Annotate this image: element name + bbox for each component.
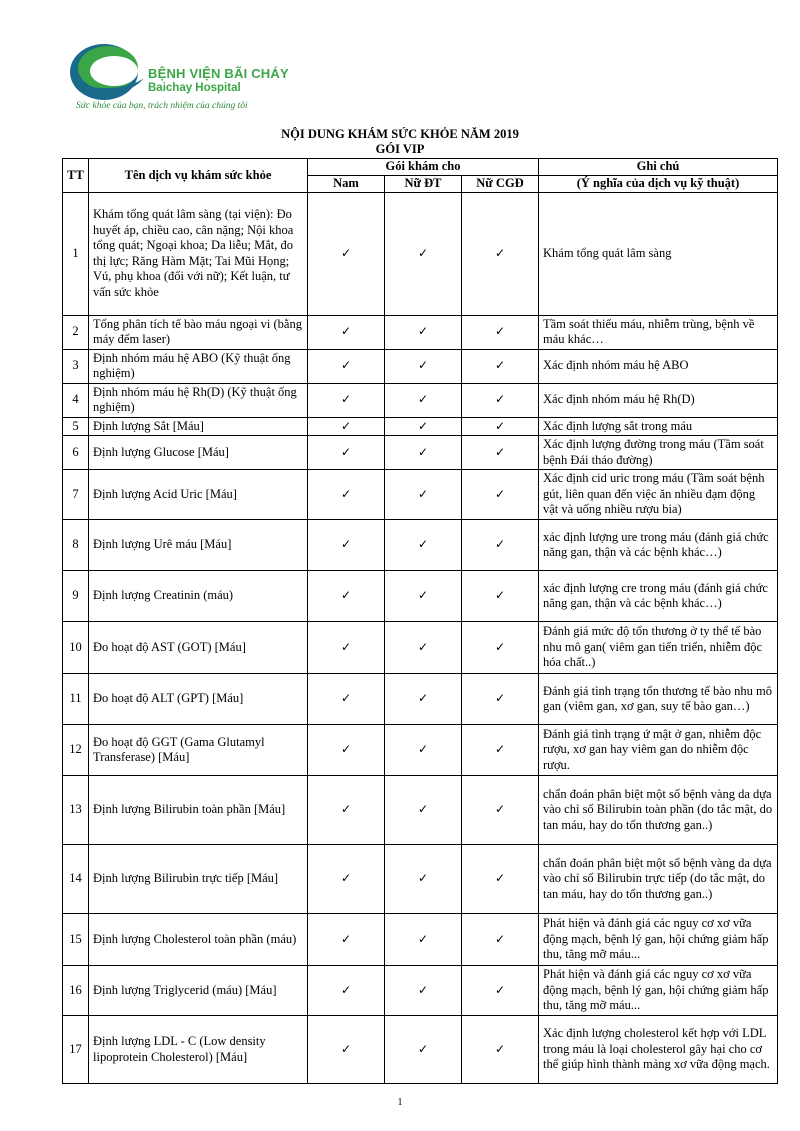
table-row: [63, 845, 778, 914]
service-note: Tầm soát thiếu máu, nhiễm trùng, bệnh về máu khác…: [539, 315, 778, 349]
check-male: ✓: [308, 845, 385, 914]
row-number: 10: [63, 622, 89, 674]
row-number: 2: [63, 315, 89, 349]
header-male: Nam: [308, 176, 385, 193]
service-note: Xác định cid uric trong máu (Tầm soát bệnh gút, liên quan đến việc ăn nhiều đạm động vật và uống nhiều rượu bia): [539, 470, 778, 520]
table-row: [63, 417, 778, 436]
header-female-single: Nữ ĐT: [385, 176, 462, 193]
service-note: Xác định lượng sắt trong máu: [539, 417, 778, 436]
row-number: 14: [63, 845, 89, 914]
document-subtitle: GÓI VIP: [375, 142, 425, 156]
check-female-married: ✓: [462, 1016, 539, 1084]
check-female-single: ✓: [385, 845, 462, 914]
check-female-married: ✓: [462, 192, 539, 315]
check-male: ✓: [308, 725, 385, 776]
check-female-single: ✓: [385, 436, 462, 470]
check-female-married: ✓: [462, 315, 539, 349]
service-name: Đo hoạt độ GGT (Gama Glutamyl Transferase) [Máu]: [89, 725, 308, 776]
row-number: 15: [63, 914, 89, 966]
service-name: Định lượng Sắt [Máu]: [89, 417, 308, 436]
row-number: 4: [63, 383, 89, 417]
service-name: Định lượng Triglycerid (máu) [Máu]: [89, 966, 308, 1016]
row-number: 9: [63, 571, 89, 622]
service-note: Phát hiện và đánh giá các nguy cơ xơ vữa động mạch, bệnh lý gan, hội chứng giảm hấp thu, tăng mỡ máu...: [539, 914, 778, 966]
check-male: ✓: [308, 966, 385, 1016]
service-name: Đo hoạt độ AST (GOT) [Máu]: [89, 622, 308, 674]
page-number: 1: [397, 1097, 403, 1108]
service-table: [62, 158, 778, 1084]
service-note: xác định lượng ure trong máu (đánh giá chức năng gan, thận và các bệnh khác…): [539, 520, 778, 571]
service-name: Định nhóm máu hệ ABO (Kỹ thuật ống nghiệm): [89, 349, 308, 383]
service-note: chẩn đoán phân biệt một số bệnh vàng da dựa vào chỉ số Bilirubin toàn phần (do tắc mật, do tan máu, hay do tổn thương gan..): [539, 776, 778, 845]
check-female-single: ✓: [385, 192, 462, 315]
check-female-married: ✓: [462, 520, 539, 571]
service-note: chẩn đoán phân biệt một số bệnh vàng da dựa vào chỉ số Bilirubin trực tiếp (do tắc mật, do tan máu, hay do tổn thương gan..): [539, 845, 778, 914]
service-note: Xác định lượng đường trong máu (Tầm soát bệnh Đái tháo đường): [539, 436, 778, 470]
check-male: ✓: [308, 776, 385, 845]
row-number: 11: [63, 674, 89, 725]
table-row: [63, 966, 778, 1016]
check-female-married: ✓: [462, 674, 539, 725]
check-female-single: ✓: [385, 470, 462, 520]
check-female-single: ✓: [385, 520, 462, 571]
service-note: Xác định lượng cholesterol kết hợp với LDL trong máu là loại cholesterol gây hại cho cơ thể giúp hình thành mảng xơ vữa động mạch.: [539, 1016, 778, 1084]
table-row: [63, 192, 778, 315]
service-note: Khám tổng quát lâm sàng: [539, 192, 778, 315]
check-female-married: ✓: [462, 436, 539, 470]
check-female-single: ✓: [385, 674, 462, 725]
check-female-married: ✓: [462, 470, 539, 520]
row-number: 8: [63, 520, 89, 571]
document-title: NỘI DUNG KHÁM SỨC KHỎE NĂM 2019: [281, 127, 519, 141]
service-name: Định lượng Creatinin (máu): [89, 571, 308, 622]
check-male: ✓: [308, 349, 385, 383]
check-male: ✓: [308, 436, 385, 470]
check-male: ✓: [308, 622, 385, 674]
table-row: [63, 383, 778, 417]
table-row: [63, 725, 778, 776]
service-note: Đánh giá tình trạng ứ mật ở gan, nhiễm độc rượu, xơ gan hay viêm gan do nhiễm độc rượu.: [539, 725, 778, 776]
check-female-single: ✓: [385, 1016, 462, 1084]
check-female-married: ✓: [462, 966, 539, 1016]
check-female-single: ✓: [385, 571, 462, 622]
table-row: [63, 349, 778, 383]
table-row: [63, 436, 778, 470]
service-note: xác định lượng cre trong máu (đánh giá chức năng gan, thận và các bệnh khác…): [539, 571, 778, 622]
service-name: Tổng phân tích tế bào máu ngoại vi (bằng máy đếm laser): [89, 315, 308, 349]
check-female-married: ✓: [462, 776, 539, 845]
check-female-single: ✓: [385, 315, 462, 349]
table-row: [63, 520, 778, 571]
check-female-single: ✓: [385, 966, 462, 1016]
table-row: [63, 674, 778, 725]
header-female-married: Nữ CGĐ: [462, 176, 539, 193]
check-female-married: ✓: [462, 571, 539, 622]
check-female-married: ✓: [462, 914, 539, 966]
row-number: 12: [63, 725, 89, 776]
header-package: Gói khám cho: [308, 159, 539, 176]
check-female-single: ✓: [385, 383, 462, 417]
service-name: Định lượng Bilirubin trực tiếp [Máu]: [89, 845, 308, 914]
check-female-married: ✓: [462, 349, 539, 383]
service-name: Định lượng Acid Uric [Máu]: [89, 470, 308, 520]
check-female-single: ✓: [385, 914, 462, 966]
row-number: 5: [63, 417, 89, 436]
service-name: Định lượng LDL - C (Low density lipoprotein Cholesterol) [Máu]: [89, 1016, 308, 1084]
check-male: ✓: [308, 417, 385, 436]
table-row: [63, 1016, 778, 1084]
service-note: Đánh giá tình trạng tổn thương tế bào nhu mô gan (viêm gan, xơ gan, suy tế bào gan…): [539, 674, 778, 725]
hospital-name: BỆNH VIỆN BÃI CHÁY: [148, 66, 289, 81]
table-row: [63, 776, 778, 845]
check-female-single: ✓: [385, 622, 462, 674]
header-notes: Ghi chú: [539, 159, 778, 176]
row-number: 16: [63, 966, 89, 1016]
check-male: ✓: [308, 470, 385, 520]
check-female-single: ✓: [385, 417, 462, 436]
table-row: [63, 571, 778, 622]
service-name: Định nhóm máu hệ Rh(D) (Kỹ thuật ống nghiệm): [89, 383, 308, 417]
service-note: Phát hiện và đánh giá các nguy cơ xơ vữa động mạch, bệnh lý gan, hội chứng giảm hấp thu, tăng mỡ máu...: [539, 966, 778, 1016]
check-male: ✓: [308, 914, 385, 966]
service-name: Khám tổng quát lâm sàng (tại viện): Đo huyết áp, chiều cao, cân nặng; Nội khoa tổng quát; Ngoại khoa; Da liễu; Mắt, đo thị lực; Răng Hàm Mặt; Tai Mũi Họng; Vú, phụ khoa (đối với nữ); Kết luận, tư vấn sức khỏe: [89, 192, 308, 315]
service-name: Đo hoạt độ ALT (GPT) [Máu]: [89, 674, 308, 725]
check-male: ✓: [308, 192, 385, 315]
check-female-married: ✓: [462, 417, 539, 436]
header-tt: TT: [63, 159, 89, 193]
check-male: ✓: [308, 674, 385, 725]
row-number: 6: [63, 436, 89, 470]
service-name: Định lượng Cholesterol toàn phần (máu): [89, 914, 308, 966]
row-number: 13: [63, 776, 89, 845]
table-row: [63, 315, 778, 349]
check-female-single: ✓: [385, 725, 462, 776]
check-female-married: ✓: [462, 622, 539, 674]
check-male: ✓: [308, 520, 385, 571]
service-note: Xác định nhóm máu hệ Rh(D): [539, 383, 778, 417]
check-male: ✓: [308, 315, 385, 349]
check-female-married: ✓: [462, 725, 539, 776]
header-notes-subtitle: (Ý nghĩa của dịch vụ kỹ thuật): [539, 176, 778, 193]
table-row: [63, 914, 778, 966]
check-female-married: ✓: [462, 383, 539, 417]
service-name: Định lượng Urê máu [Máu]: [89, 520, 308, 571]
check-male: ✓: [308, 1016, 385, 1084]
row-number: 17: [63, 1016, 89, 1084]
row-number: 3: [63, 349, 89, 383]
check-female-single: ✓: [385, 349, 462, 383]
check-male: ✓: [308, 571, 385, 622]
service-note: Xác định nhóm máu hệ ABO: [539, 349, 778, 383]
check-female-married: ✓: [462, 845, 539, 914]
service-name: Định lượng Glucose [Máu]: [89, 436, 308, 470]
service-table-body: [63, 192, 778, 1084]
table-row: [63, 622, 778, 674]
check-male: ✓: [308, 383, 385, 417]
service-note: Đánh giá mức độ tổn thương ở ty thể tế bào nhu mô gan( viêm gan tiến triển, nhiễm độc hóa chất..): [539, 622, 778, 674]
row-number: 1: [63, 192, 89, 315]
row-number: 7: [63, 470, 89, 520]
service-name: Định lượng Bilirubin toàn phần [Máu]: [89, 776, 308, 845]
table-row: [63, 470, 778, 520]
header-service-name: Tên dịch vụ khám sức khỏe: [89, 159, 308, 193]
hospital-slogan: Sức khỏe của bạn, trách nhiệm của chúng tôi: [76, 101, 248, 111]
check-female-single: ✓: [385, 776, 462, 845]
hospital-name-en: Baichay Hospital: [148, 82, 241, 94]
